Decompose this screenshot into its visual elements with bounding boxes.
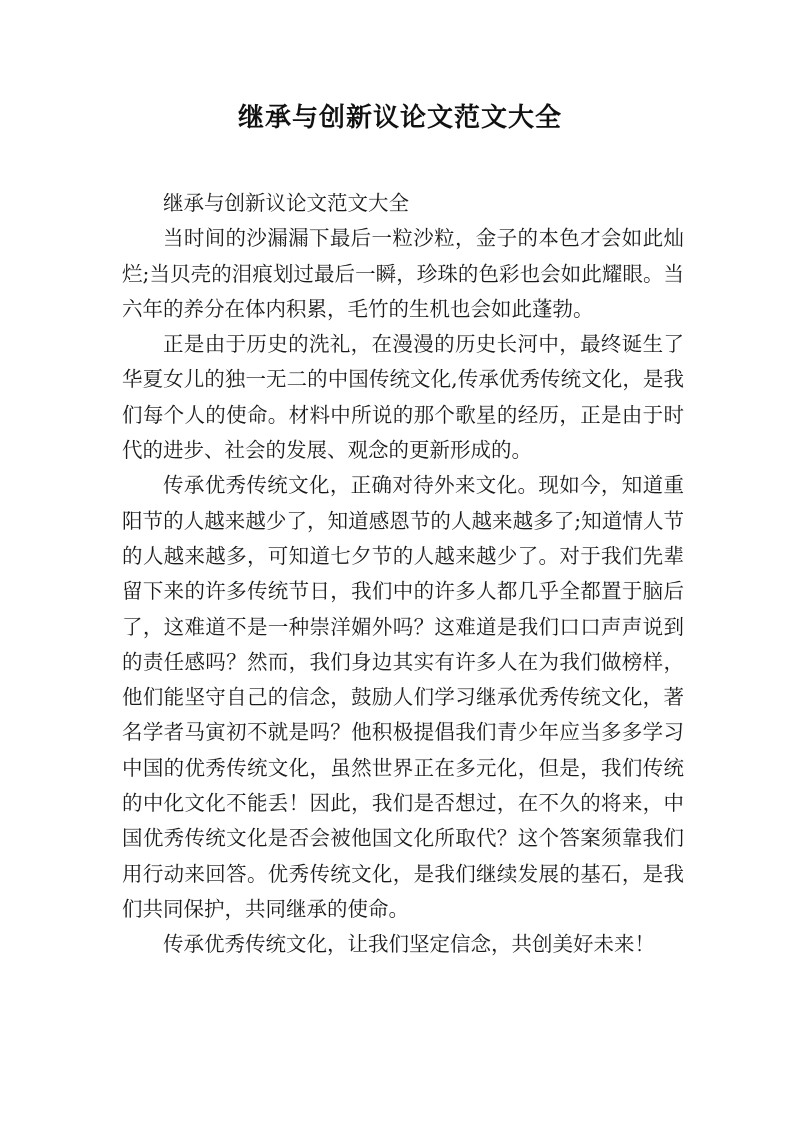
document-body bbox=[122, 186, 684, 963]
paragraph-3: 传承优秀传统文化，正确对待外来文化。现如今，知道重阳节的人越来越少了，知道感恩节的人越来越多了;知道情人节的人越来越多，可知道七夕节的人越来越少了。对于我们先辈留下来的许多传统节日，我们中的许多人都几乎全都置于脑后了，这难道不是一种崇洋媚外吗？这难道是我们口口声声说到的责任感吗？然而，我们身边其实有许多人在为我们做榜样，他们能坚守自己的信念，鼓励人们学习继承优秀传统文化，著名学者马寅初不就是吗？他积极提倡我们青少年应当多多学习中国的优秀传统文化，虽然世界正在多元化，但是，我们传统的中化文化不能丢！因此，我们是否想过，在不久的将来，中国优秀传统文化是否会被他国文化所取代？这个答案须靠我们用行动来回答。优秀传统文化，是我们继续发展的基石，是我们共同保护，共同继承的使命。 bbox=[122, 473, 684, 921]
subtitle-paragraph: 继承与创新议论文范文大全 bbox=[163, 191, 409, 215]
document-title: 继承与创新议论文范文大全 bbox=[237, 103, 562, 133]
paragraph-4: 传承优秀传统文化，让我们坚定信念，共创美好未来！ bbox=[163, 932, 655, 957]
paragraph-2: 正是由于历史的洗礼，在漫漫的历史长河中，最终诞生了华夏女儿的独一无二的中国传统文化,传承优秀传统文化，是我们每个人的使命。材料中所说的那个歌星的经历，正是由于时代的进步、社会的发展、观念的更新形成的。 bbox=[122, 332, 684, 463]
paragraph-1: 当时间的沙漏漏下最后一粒沙粒，金子的本色才会如此灿烂;当贝壳的泪痕划过最后一瞬，珍珠的色彩也会如此耀眼。当六年的养分在体内积累，毛竹的生机也会如此蓬勃。 bbox=[122, 226, 684, 321]
